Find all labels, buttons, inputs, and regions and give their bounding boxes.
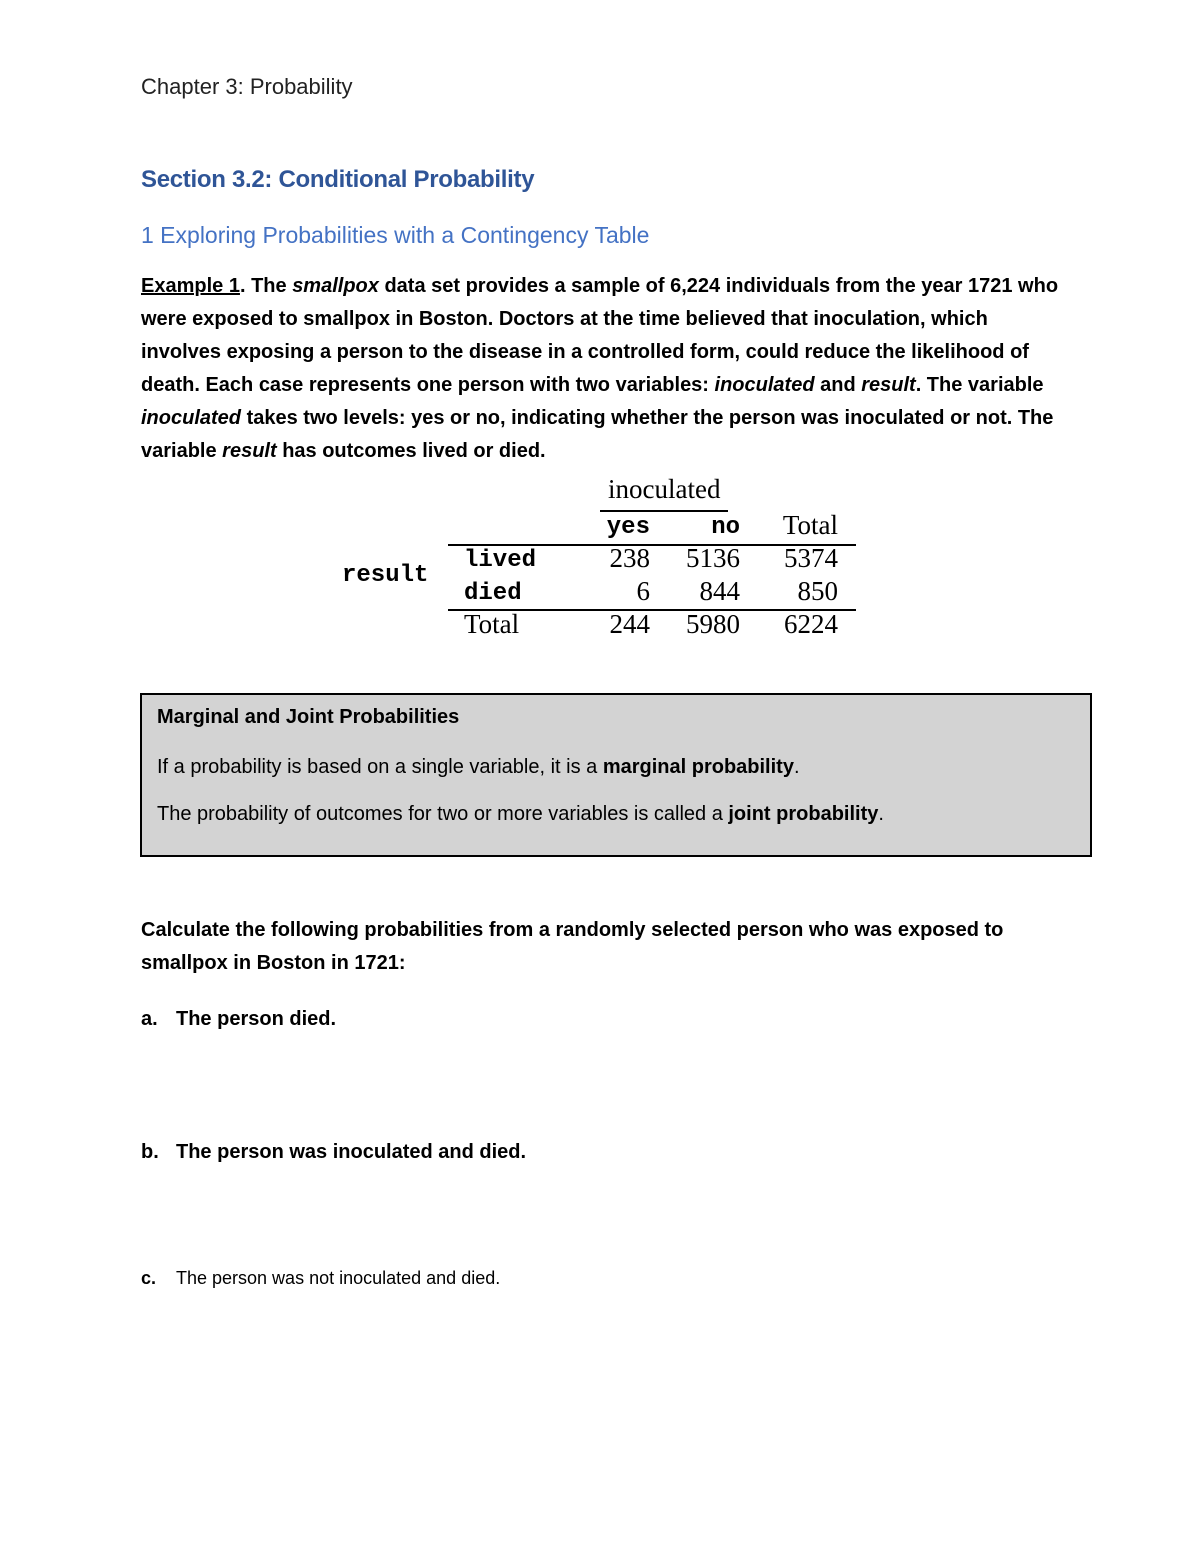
cell-lived-no: 5136 — [686, 543, 740, 573]
subsection-title: 1 Exploring Probabilities with a Contingency Table — [141, 222, 650, 248]
column-header-yes: yes — [606, 514, 650, 541]
column-header-total: Total — [782, 510, 838, 540]
marginal-definition-end: . — [793, 756, 800, 778]
joint-term: joint probability — [728, 803, 879, 825]
example-text-3: and — [814, 374, 862, 396]
cell-total-yes: 244 — [609, 609, 650, 639]
item-text: The person was inoculated and died. — [176, 1141, 527, 1163]
cell-died-total: 850 — [797, 576, 838, 606]
contingency-table — [340, 470, 880, 650]
variable-result: result — [861, 374, 916, 396]
item-text: The person died. — [176, 1008, 337, 1030]
page-header: Chapter 3: Probability — [141, 74, 353, 99]
marginal-definition — [157, 756, 800, 779]
example-paragraph — [141, 270, 1071, 468]
section-title: Section 3.2: Conditional Probability — [141, 166, 535, 193]
column-header-no: no — [711, 514, 740, 541]
item-label: b. — [141, 1141, 159, 1163]
column-group-label: inoculated — [608, 474, 721, 504]
dataset-name: smallpox — [292, 275, 379, 297]
example-text-6: has outcomes lived or died. — [276, 440, 546, 462]
row-label-died: died — [464, 580, 522, 607]
cell-lived-yes: 238 — [609, 543, 650, 573]
marginal-term: marginal probability — [602, 756, 794, 778]
variable-inoculated: inoculated — [714, 374, 815, 396]
example-text-4: . The variable — [915, 374, 1044, 396]
row-label-total: Total — [464, 609, 520, 639]
definition-title: Marginal and Joint Probabilities — [157, 706, 460, 728]
item-label: a. — [141, 1008, 158, 1030]
example-text-5: takes two levels: yes or no, indicating whether the person was inoculated or not. The variable — [141, 407, 1054, 462]
example-label: Example 1 — [141, 275, 240, 297]
example-text-1: . The — [239, 275, 293, 297]
variable-result-2: result — [222, 440, 277, 462]
example-text-2: data set provides a sample of 6,224 individuals from the year 1721 who were exposed to smallpox in Boston. Doctors at the time believed that inoculation, which involves exposing a person to the disease in a controlled form, could reduce the likelihood of death. Each case represents one person with two variables: — [141, 275, 1059, 396]
row-group-label: result — [342, 562, 429, 589]
variable-inoculated-2: inoculated — [141, 407, 242, 429]
cell-died-no: 844 — [699, 576, 740, 606]
question-prompt: Calculate the following probabilities from a randomly selected person who was exposed to smallpox in Boston in 1721: — [141, 919, 1004, 974]
item-text: The person was not inoculated and died. — [176, 1268, 501, 1288]
list-item-a — [141, 1008, 336, 1031]
joint-definition-end: . — [878, 803, 884, 825]
joint-definition — [157, 803, 884, 826]
joint-definition-text: The probability of outcomes for two or more variables is called a — [157, 803, 729, 825]
item-label: c. — [141, 1268, 157, 1288]
list-item-b — [141, 1141, 526, 1164]
row-label-lived: lived — [464, 547, 537, 574]
marginal-definition-text: If a probability is based on a single variable, it is a — [157, 756, 603, 778]
cell-lived-total: 5374 — [784, 543, 838, 573]
cell-died-yes: 6 — [636, 576, 650, 606]
cell-total-no: 5980 — [686, 609, 740, 639]
cell-total-total: 6224 — [784, 609, 838, 639]
definition-box — [140, 693, 1092, 857]
list-item-c — [141, 1268, 500, 1289]
